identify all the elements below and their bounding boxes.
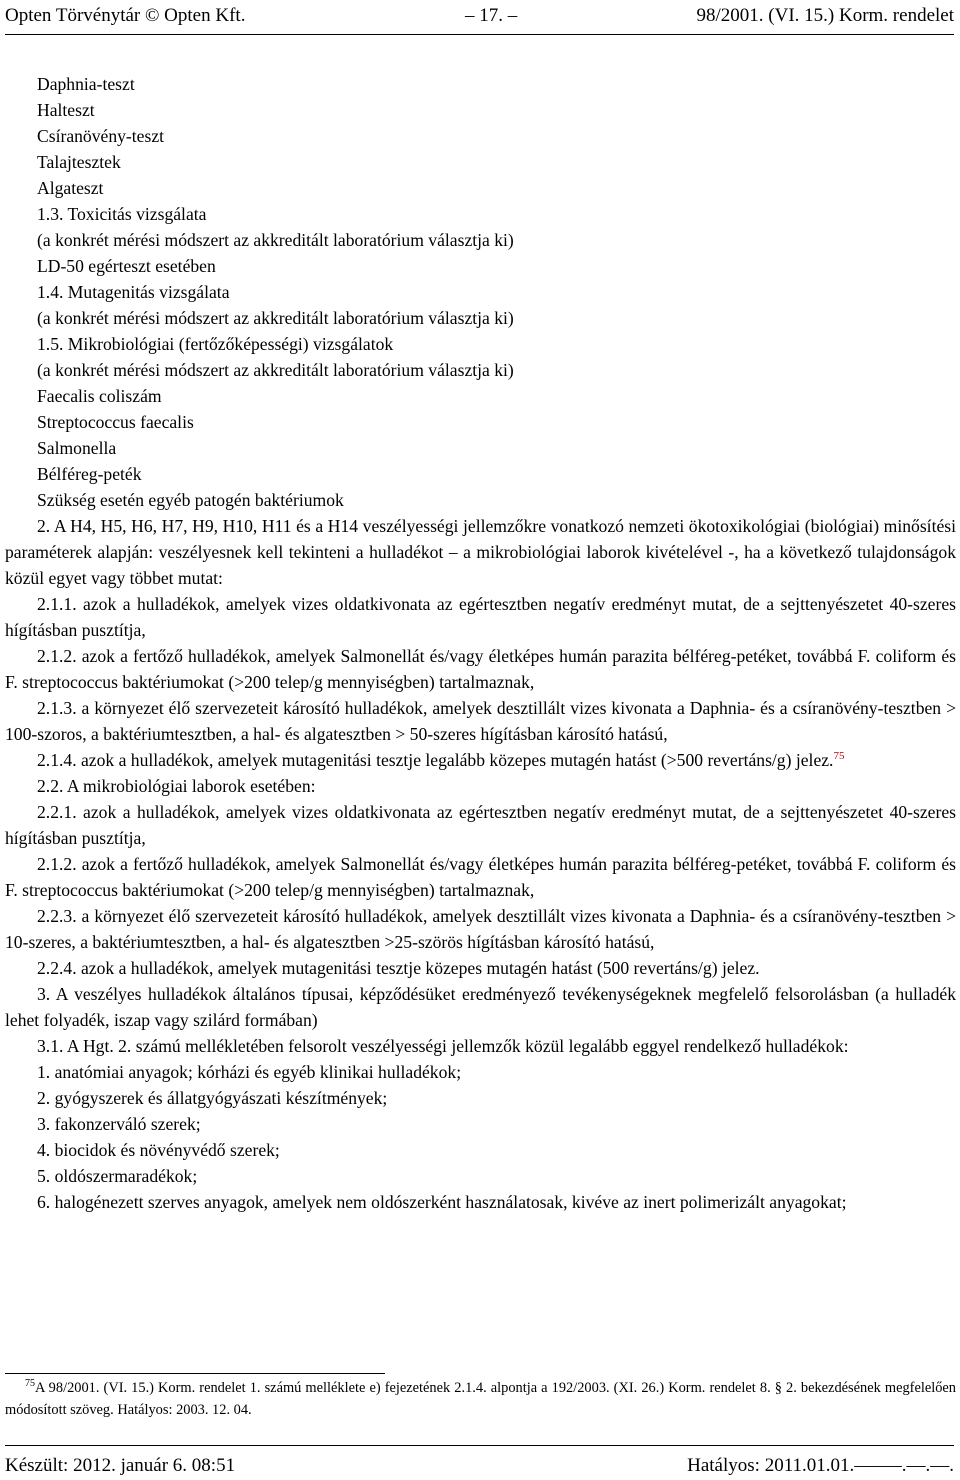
- list-line: Szükség esetén egyéb patogén baktériumok: [37, 490, 344, 510]
- paragraph: 2.1.2. azok a fertőző hulladékok, amelyek Salmonellát és/vagy életképes humán parazita bélféreg-petéket, továbbá F. coliform és F. streptococcus baktériumokat (>200 telep/g mennyiségben) tartalmaznak,: [5, 646, 956, 692]
- page-header: [5, 2, 954, 32]
- list-line: Algateszt: [37, 178, 104, 198]
- list-line: Faecalis coliszám: [37, 386, 162, 406]
- list-item: 1. anatómiai anyagok; kórházi és egyéb klinikai hulladékok;: [37, 1062, 462, 1082]
- footnote-mark: 75: [25, 1378, 35, 1390]
- section-heading: 1.4. Mutagenitás vizsgálata: [37, 282, 230, 302]
- footnote-divider: [5, 1373, 385, 1374]
- section-heading: 1.5. Mikrobiológiai (fertőzőképességi) vizsgálatok: [37, 334, 394, 354]
- header-document-title: 98/2001. (VI. 15.) Korm. rendelet: [696, 5, 954, 26]
- document-body: [5, 71, 956, 1215]
- list-line: (a konkrét mérési módszert az akkreditált laboratórium választja ki): [37, 308, 514, 328]
- footer-created: Készült: 2012. január 6. 08:51: [5, 1455, 236, 1476]
- list-line: LD-50 egérteszt esetében: [37, 256, 216, 276]
- list-line: (a konkrét mérési módszert az akkreditált laboratórium választja ki): [37, 230, 514, 250]
- paragraph: 2.2.1. azok a hulladékok, amelyek vizes oldatkivonata az egértesztben negatív eredményt mutat, de a sejttenyészetet 40-szeres hígításban pusztítja,: [5, 802, 956, 848]
- header-publisher: Opten Törvénytár © Opten Kft.: [5, 5, 246, 26]
- footnote-text: A 98/2001. (VI. 15.) Korm. rendelet 1. számú melléklete e) fejezetének 2.1.4. alpontja a 192/2003. (XI. 26.) Korm. rendelet 8. § 2. bekezdésének megfelelően módosított szöveg. Hatályos: 2003. 12. 04.: [5, 1380, 956, 1418]
- list-item: 3. fakonzerváló szerek;: [37, 1114, 201, 1134]
- list-item: 2. gyógyszerek és állatgyógyászati készítmények;: [37, 1088, 388, 1108]
- paragraph: 3.1. A Hgt. 2. számú mellékletében felsorolt veszélyességi jellemzők közül legalább eggyel rendelkező hulladékok:: [37, 1036, 849, 1056]
- paragraph-text: 2.1.4. azok a hulladékok, amelyek mutagenitási tesztje legalább közepes mutagén hatást (>500 revertáns/g) jelez.: [37, 750, 834, 770]
- list-line: Halteszt: [37, 100, 95, 120]
- footnote-reference[interactable]: 75: [833, 750, 845, 763]
- list-item: 6. halogénezett szerves anyagok, amelyek nem oldószerként használatosak, kivéve az inert polimerizált anyagokat;: [37, 1192, 847, 1212]
- list-line: Bélféreg-peték: [37, 464, 142, 484]
- paragraph: 2.1.2. azok a fertőző hulladékok, amelyek Salmonellát és/vagy életképes humán parazita bélféreg-petéket, továbbá F. coliform és F. streptococcus baktériumokat (>200 telep/g mennyiségben) tartalmaznak,: [5, 854, 956, 900]
- header-page-number: – 17. –: [465, 5, 518, 26]
- page-footer: [5, 1454, 954, 1480]
- footer-effective: Hatályos: 2011.01.01.–––––.––.––.: [687, 1455, 954, 1476]
- list-line: (a konkrét mérési módszert az akkreditált laboratórium választja ki): [37, 360, 514, 380]
- paragraph: 2.2.4. azok a hulladékok, amelyek mutagenitási tesztje közepes mutagén hatást (500 revertáns/g) jelez.: [37, 958, 760, 978]
- list-line: Daphnia-teszt: [37, 74, 135, 94]
- paragraph: 2.2. A mikrobiológiai laborok esetében:: [37, 776, 316, 796]
- list-line: Csíranövény-teszt: [37, 126, 165, 146]
- paragraph: 2.2.3. a környezet élő szervezeteit károsító hulladékok, amelyek desztillált vizes kivonata a Daphnia- és a csíranövény-tesztben > 10-szeres, a baktériumtesztben, a hal- és algatesztben >25-szörös hígításban károsító hatású,: [5, 906, 956, 952]
- footnote: [5, 1377, 956, 1421]
- paragraph: 2.1.3. a környezet élő szervezeteit károsító hulladékok, amelyek desztillált vizes kivonata a Daphnia- és a csíranövény-tesztben > 100-szoros, a baktériumtesztben, a hal- és algatesztben > 50-szeres hígításban károsító hatású,: [5, 698, 956, 744]
- header-divider: [5, 34, 954, 35]
- paragraph: 2. A H4, H5, H6, H7, H9, H10, H11 és a H14 veszélyességi jellemzőkre vonatkozó nemzeti ökotoxikológiai (biológiai) minősítési paraméterek alapján: veszélyesnek kell tekinteni a hulladékot – a mikrobiológiai laborok kivételével -, ha a következő tulajdonságok közül egyet vagy többet mutat:: [5, 516, 956, 588]
- list-line: Talajtesztek: [37, 152, 121, 172]
- list-item: 5. oldószermaradékok;: [37, 1166, 198, 1186]
- paragraph-with-footnote: [5, 747, 956, 773]
- list-item: 4. biocidok és növényvédő szerek;: [37, 1140, 280, 1160]
- footer-divider: [5, 1445, 954, 1446]
- list-line: Streptococcus faecalis: [37, 412, 194, 432]
- list-line: Salmonella: [37, 438, 117, 458]
- section-heading: 1.3. Toxicitás vizsgálata: [37, 204, 207, 224]
- paragraph: 2.1.1. azok a hulladékok, amelyek vizes oldatkivonata az egértesztben negatív eredményt mutat, de a sejttenyészetet 40-szeres hígításban pusztítja,: [5, 594, 956, 640]
- paragraph: 3. A veszélyes hulladékok általános típusai, képződésüket eredményező tevékenységeknek megfelelő felsorolásban (a hulladék lehet folyadék, iszap vagy szilárd formában): [5, 984, 956, 1030]
